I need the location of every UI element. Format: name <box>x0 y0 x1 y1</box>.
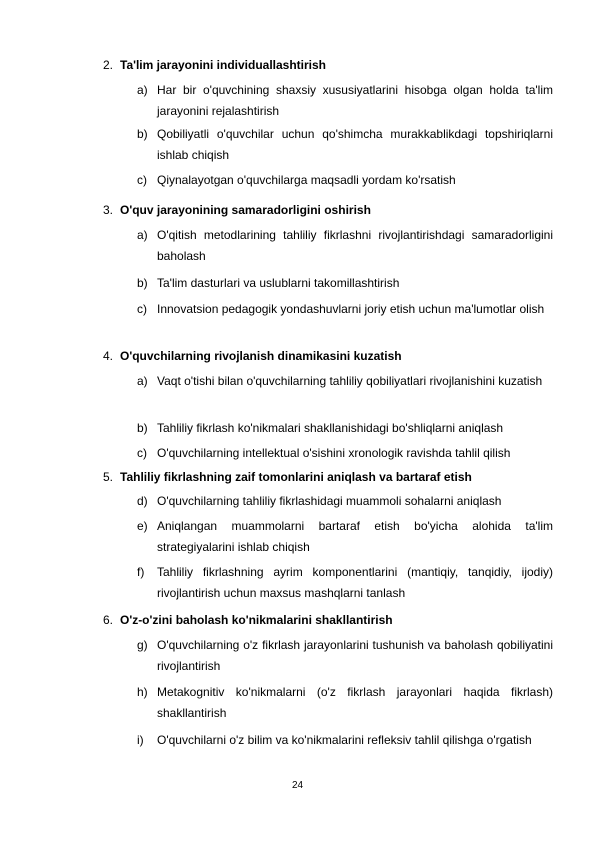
section-title: O'quv jarayonining samaradorligini oshirish <box>120 203 371 217</box>
list-item-letter: b) <box>137 276 148 290</box>
list-item-text: Qobiliyatli o'quvchilar uchun qo'shimcha murakkablikdagi topshiriqlarni ishlab chiqish <box>157 127 553 162</box>
list-item-letter: e) <box>137 519 148 533</box>
list-item-text: Tahliliy fikrlashning ayrim komponentlarini (mantiqiy, tanqidiy, ijodiy) rivojlantirish uchun maxsus mashqlarni tanlash <box>157 565 553 600</box>
list-item-text: O'quvchilarni o'z bilim va ko'nikmalarini refleksiv tahlil qilishga o'rgatish <box>157 733 532 747</box>
list-item-letter: f) <box>137 565 145 579</box>
section-title: O'z-o'zini baholash ko'nikmalarini shakllantirish <box>120 613 393 627</box>
section-number: 4. <box>103 349 114 363</box>
list-item-text: O'quvchilarning intellektual o'sishini xronologik ravishda tahlil qilish <box>157 446 511 460</box>
section-number: 2. <box>103 58 114 72</box>
section-number: 3. <box>103 203 114 217</box>
section-title: Ta'lim jarayonini individuallashtirish <box>120 58 327 72</box>
list-item-letter: g) <box>137 638 148 652</box>
list-item-text: O'qitish metodlarining tahliliy fikrlashni rivojlantirishdagi samaradorligini baholash <box>157 228 553 263</box>
list-item-letter: a) <box>137 374 148 388</box>
list-item-letter: c) <box>137 302 147 316</box>
list-item-text: Har bir o'quvchining shaxsiy xususiyatlarini hisobga olgan holda ta'lim jarayonini rejalashtirish <box>157 83 553 118</box>
list-item-text: Metakognitiv ko'nikmalarni (o'z fikrlash jarayonlari haqida fikrlash) shakllantirish <box>157 685 553 720</box>
list-item-letter: i) <box>137 733 144 747</box>
list-item-letter: c) <box>137 446 147 460</box>
list-item-letter: c) <box>137 173 147 187</box>
section-number: 5. <box>103 470 114 484</box>
list-item-text: Vaqt o'tishi bilan o'quvchilarning tahliliy qobiliyatlari rivojlanishini kuzatish <box>157 374 543 388</box>
section-number: 6. <box>103 613 114 627</box>
list-item-text: Innovatsion pedagogik yondashuvlarni joriy etish uchun ma'lumotlar olish <box>157 302 545 316</box>
section-title: Tahliliy fikrlashning zaif tomonlarini aniqlash va bartaraf etish <box>120 470 472 484</box>
page-number: 24 <box>291 780 304 791</box>
list-item-letter: b) <box>137 127 148 141</box>
list-item-text: O'quvchilarning tahliliy fikrlashidagi muammoli sohalarni aniqlash <box>157 494 502 508</box>
list-item-text: O'quvchilarning o'z fikrlash jarayonlarini tushunish va baholash qobiliyatini rivojlantirish <box>157 638 553 673</box>
list-item-letter: a) <box>137 83 148 97</box>
list-item-text: Qiynalayotgan o'quvchilarga maqsadli yordam ko'rsatish <box>157 173 456 187</box>
list-item-letter: b) <box>137 421 148 435</box>
list-item-letter: h) <box>137 685 148 699</box>
list-item-text: Tahliliy fikrlash ko'nikmalari shakllanishidagi bo'shliqlarni aniqlash <box>157 421 504 435</box>
list-item-text: Ta'lim dasturlari va uslublarni takomillashtirish <box>157 276 400 290</box>
list-item-letter: d) <box>137 494 148 508</box>
list-item-text: Aniqlangan muammolarni bartaraf etish bo'yicha alohida ta'lim strategiyalarini ishlab chiqish <box>157 519 553 554</box>
section-title: O'quvchilarning rivojlanish dinamikasini kuzatish <box>120 349 402 363</box>
list-item-letter: a) <box>137 228 148 242</box>
